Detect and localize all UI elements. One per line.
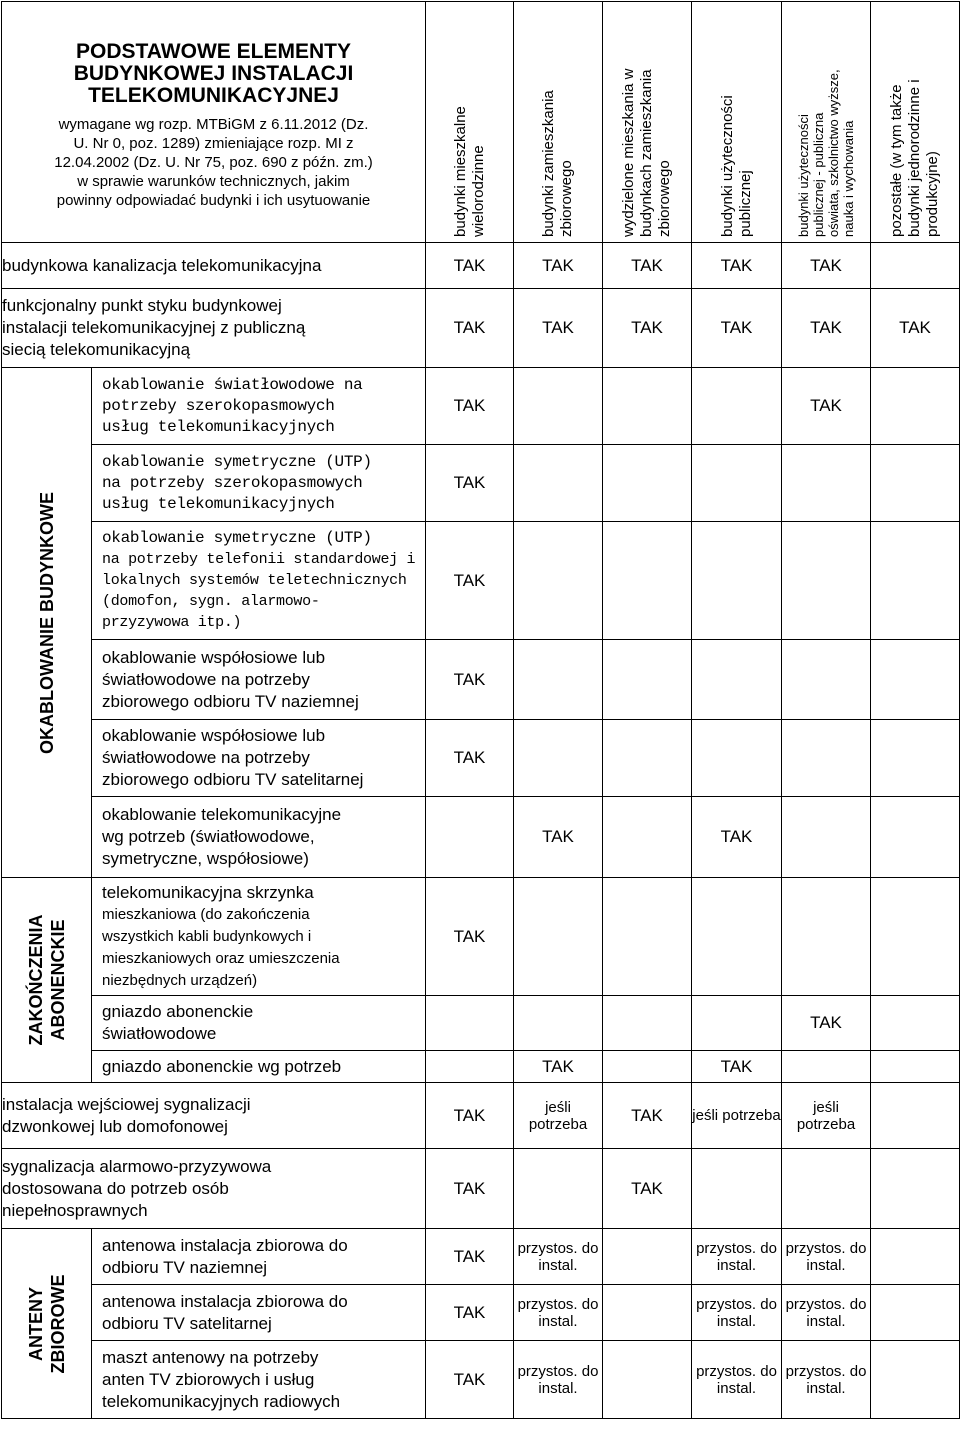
table-cell	[603, 720, 692, 797]
row-label: sygnalizacja alarmowo-przyzywowa dostosowana do potrzeb osób niepełnosprawnych	[2, 1149, 426, 1229]
table-cell	[871, 522, 960, 640]
row-label: budynkowa kanalizacja telekomunikacyjna	[2, 243, 426, 289]
table-cell: TAK	[782, 996, 871, 1051]
regulation-subject: w sprawie warunków technicznych, jakim powinny odpowiadać budynki i ich usytuowanie	[56, 172, 371, 209]
column-header-public: budynki użyteczności publicznej	[692, 2, 782, 243]
table-row	[2, 522, 960, 640]
table-cell: TAK	[603, 1083, 692, 1149]
table-row	[2, 1341, 960, 1419]
column-header-public-education: budynki użyteczności publicznej - publiczna oświata, szkolnictwo wyższe, nauka i wychowania	[782, 2, 871, 243]
table-cell	[603, 445, 692, 522]
table-cell	[514, 878, 603, 996]
table-cell: TAK	[426, 1285, 514, 1341]
table-cell	[514, 996, 603, 1051]
table-row	[2, 640, 960, 720]
table-cell: TAK	[514, 243, 603, 289]
column-header-residential: budynki mieszkalne wielorodzinne	[426, 2, 514, 243]
table-row	[2, 1285, 960, 1341]
row-label: okablowanie współosiowe lub światłowodowe na potrzeby zbiorowego odbioru TV naziemnej	[92, 640, 426, 720]
table-cell	[603, 1229, 692, 1285]
table-cell	[782, 797, 871, 878]
row-label: okablowanie symetryczne (UTP) na potrzeby szerokopasmowych usług telekomunikacyjnych	[92, 445, 426, 522]
table-row	[2, 878, 960, 996]
table-cell: TAK	[426, 522, 514, 640]
group-label-terminations: ZAKOŃCZENIA ABONENCKIE	[2, 878, 92, 1083]
table-cell	[514, 1149, 603, 1229]
column-header-other: pozostałe (w tym także budynki jednorodzinne i produkcyjne)	[871, 2, 960, 243]
table-cell	[782, 1149, 871, 1229]
table-cell: TAK	[426, 445, 514, 522]
table-title: PODSTAWOWE ELEMENTY BUDYNKOWEJ INSTALACJI TELEKOMUNIKACYJNEJ	[73, 39, 354, 107]
table-cell: TAK	[692, 289, 782, 368]
table-cell	[692, 445, 782, 522]
table-cell	[871, 1051, 960, 1083]
table-cell: TAK	[692, 243, 782, 289]
table-cell	[782, 640, 871, 720]
table-cell: przystos. do instal.	[782, 1341, 871, 1419]
table-cell	[426, 797, 514, 878]
table-cell: TAK	[426, 1149, 514, 1229]
table-cell	[514, 522, 603, 640]
table-cell: przystos. do instal.	[692, 1285, 782, 1341]
table-cell	[603, 878, 692, 996]
table-cell	[692, 522, 782, 640]
table-cell	[782, 522, 871, 640]
table-cell: TAK	[782, 243, 871, 289]
table-cell	[871, 243, 960, 289]
table-cell	[871, 1229, 960, 1285]
table-cell: TAK	[782, 289, 871, 368]
table-cell: przystos. do instal.	[782, 1285, 871, 1341]
table-cell: TAK	[514, 289, 603, 368]
table-cell: TAK	[603, 289, 692, 368]
row-label: okablowanie telekomunikacyjne wg potrzeb (światłowodowe, symetryczne, współosiowe)	[92, 797, 426, 878]
table-cell: TAK	[426, 1083, 514, 1149]
table-cell	[692, 878, 782, 996]
table-cell	[603, 797, 692, 878]
table-cell: TAK	[426, 640, 514, 720]
table-row	[2, 797, 960, 878]
table-cell: TAK	[426, 720, 514, 797]
row-label: antenowa instalacja zbiorowa do odbioru TV satelitarnej	[92, 1285, 426, 1341]
table-cell	[692, 996, 782, 1051]
table-cell: TAK	[692, 797, 782, 878]
table-cell: TAK	[871, 289, 960, 368]
table-cell: TAK	[514, 1051, 603, 1083]
table-cell: TAK	[603, 243, 692, 289]
table-row	[2, 1149, 960, 1229]
table-cell: przystos. do instal.	[692, 1229, 782, 1285]
table-cell	[514, 445, 603, 522]
table-cell	[871, 720, 960, 797]
requirements-table	[1, 1, 960, 1419]
table-cell	[871, 878, 960, 996]
table-cell: TAK	[426, 289, 514, 368]
table-row	[2, 996, 960, 1051]
group-label-antennas: ANTENY ZBIOROWE	[2, 1229, 92, 1419]
table-cell: przystos. do instal.	[514, 1341, 603, 1419]
table-cell: przystos. do instal.	[782, 1229, 871, 1285]
row-label: okablowanie światłowodowe na potrzeby szerokopasmowych usług telekomunikacyjnych	[92, 368, 426, 445]
table-cell	[692, 720, 782, 797]
row-label: telekomunikacyjna skrzynka mieszkaniowa (do zakończenia wszystkich kabli budynkowych i mieszkaniowych oraz umieszczenia niezbędnych urządzeń)	[92, 878, 426, 996]
table-cell	[871, 1341, 960, 1419]
table-cell: TAK	[782, 368, 871, 445]
table-row	[2, 1051, 960, 1083]
table-row	[2, 243, 960, 289]
table-cell: przystos. do instal.	[514, 1285, 603, 1341]
table-cell	[514, 640, 603, 720]
row-label: maszt antenowy na potrzeby anten TV zbiorowych i usług telekomunikacyjnych radiowych	[92, 1341, 426, 1419]
row-label: okablowanie symetryczne (UTP) na potrzeby telefonii standardowej i lokalnych systemów teletechnicznych (domofon, sygn. alarmowo- przyzywowa itp.)	[92, 522, 426, 640]
column-header-separate-apartments: wydzielone mieszkania w budynkach zamieszkania zbiorowego	[603, 2, 692, 243]
table-cell	[782, 445, 871, 522]
row-label: funkcjonalny punkt styku budynkowej instalacji telekomunikacyjnej z publiczną siecią telekomunikacyjną	[2, 289, 426, 368]
row-label: instalacja wejściowej sygnalizacji dzwonkowej lub domofonowej	[2, 1083, 426, 1149]
table-cell	[692, 640, 782, 720]
row-label: gniazdo abonenckie światłowodowe	[92, 996, 426, 1051]
table-cell	[871, 996, 960, 1051]
table-cell	[782, 720, 871, 797]
table-title-cell	[2, 2, 426, 243]
table-cell: TAK	[692, 1051, 782, 1083]
table-cell	[603, 368, 692, 445]
table-cell	[603, 522, 692, 640]
table-cell: jeśli potrzeba	[514, 1083, 603, 1149]
table-cell: TAK	[426, 1229, 514, 1285]
table-row	[2, 720, 960, 797]
table-cell: jeśli potrzeba	[782, 1083, 871, 1149]
table-cell	[603, 1051, 692, 1083]
table-cell	[871, 368, 960, 445]
row-label: okablowanie współosiowe lub światłowodowe na potrzeby zbiorowego odbioru TV satelitarnej	[92, 720, 426, 797]
group-label-cabling: OKABLOWANIE BUDYNKOWE	[2, 368, 92, 878]
table-cell	[603, 996, 692, 1051]
table-cell: przystos. do instal.	[692, 1341, 782, 1419]
table-cell: TAK	[426, 1341, 514, 1419]
table-cell: TAK	[426, 368, 514, 445]
table-cell: jeśli potrzeba	[692, 1083, 782, 1149]
table-cell	[514, 368, 603, 445]
table-cell	[871, 1083, 960, 1149]
table-cell	[514, 720, 603, 797]
table-cell	[692, 1149, 782, 1229]
table-row	[2, 445, 960, 522]
table-row	[2, 289, 960, 368]
table-cell	[603, 1285, 692, 1341]
header-row	[2, 2, 960, 243]
table-cell	[782, 1051, 871, 1083]
table-cell	[426, 996, 514, 1051]
row-label: antenowa instalacja zbiorowa do odbioru TV naziemnej	[92, 1229, 426, 1285]
table-cell: TAK	[426, 878, 514, 996]
table-row	[2, 368, 960, 445]
table-cell	[871, 797, 960, 878]
table-cell: TAK	[514, 797, 603, 878]
table-row	[2, 1229, 960, 1285]
table-cell	[871, 640, 960, 720]
regulation-reference: wymagane wg rozp. MTBiGM z 6.11.2012 (Dz. U. Nr 0, poz. 1289) zmieniające rozp. MI z 12.04.2002 (Dz. U. Nr 75, poz. 690 z późn. zm.)	[54, 115, 373, 171]
table-cell	[603, 640, 692, 720]
table-cell	[603, 1341, 692, 1419]
table-cell: TAK	[603, 1149, 692, 1229]
column-header-collective: budynki zamieszkania zbiorowego	[514, 2, 603, 243]
row-label: gniazdo abonenckie wg potrzeb	[92, 1051, 426, 1083]
table-cell: przystos. do instal.	[514, 1229, 603, 1285]
table-cell	[871, 1285, 960, 1341]
table-cell	[782, 878, 871, 996]
table-cell	[871, 1149, 960, 1229]
table-cell	[871, 445, 960, 522]
table-row	[2, 1083, 960, 1149]
table-cell: TAK	[426, 243, 514, 289]
table-cell	[426, 1051, 514, 1083]
table-cell	[692, 368, 782, 445]
